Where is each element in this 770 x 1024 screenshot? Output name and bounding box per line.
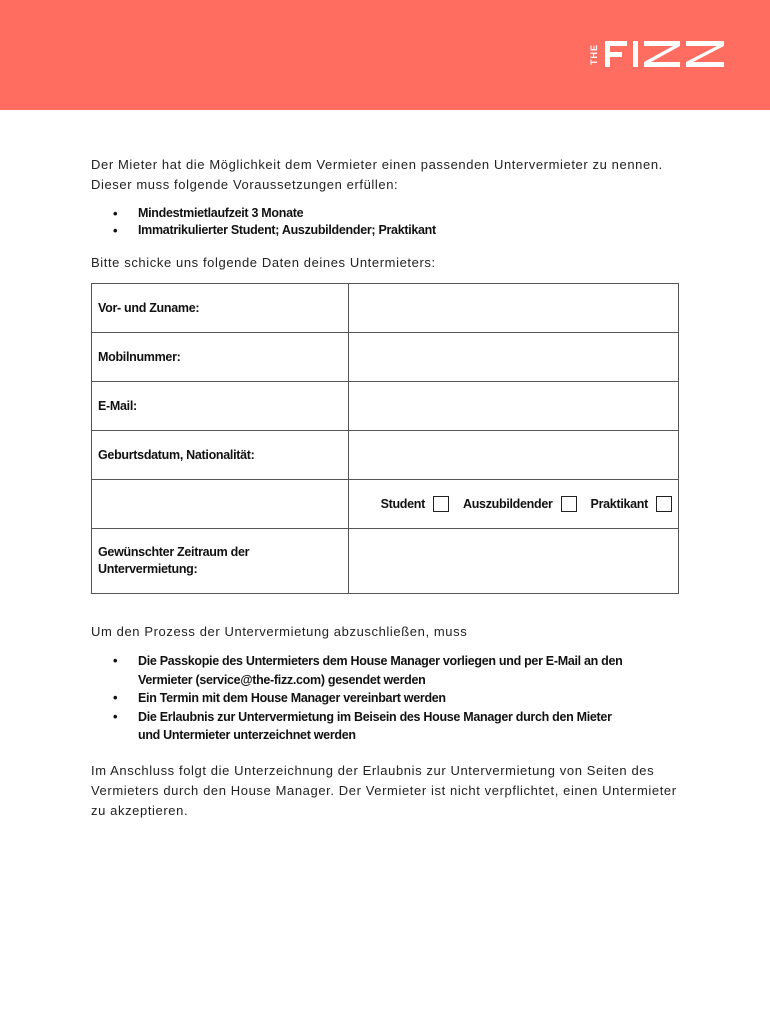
status-options-cell <box>349 480 679 529</box>
option-praktikant <box>591 496 672 512</box>
option-label: Student <box>380 497 425 511</box>
closing-line-2: Vermieters durch den House Manager. Der Vermieter ist nicht verpflichtet, einen Untermieter <box>91 782 677 798</box>
closing-line-1: Im Anschluss folgt die Unterzeichnung der Erlaubnis zur Untervermietung von Seiten des <box>91 762 655 778</box>
name-label: Vor- und Zuname: <box>92 284 349 333</box>
option-label: Praktikant <box>590 497 648 511</box>
mobile-field[interactable] <box>349 333 679 382</box>
tenant-data-form <box>91 283 679 594</box>
period-label-line-1: Gewünschter Zeitraum der <box>98 545 250 559</box>
period-field[interactable] <box>349 529 679 594</box>
step-1-line-2: Vermieter (service@the-fizz.com) gesendet werden <box>138 672 426 687</box>
intro-line-2: Dieser muss folgende Voraussetzungen erfüllen: <box>91 177 399 192</box>
requirements-list <box>91 205 681 239</box>
option-student <box>381 496 449 512</box>
name-field[interactable] <box>349 284 679 333</box>
period-label-line-2: Untervermietung: <box>98 562 198 576</box>
email-field[interactable] <box>349 382 679 431</box>
birth-nationality-label: Geburtsdatum, Nationalität: <box>92 431 349 480</box>
data-request-text: Bitte schicke uns folgende Daten deines Untermieters: <box>91 255 436 270</box>
status-empty-cell <box>92 480 349 529</box>
step-2-line-1: Ein Termin mit dem House Manager vereinbart werden <box>138 691 446 705</box>
process-steps-list <box>91 652 681 745</box>
student-checkbox[interactable] <box>433 496 449 512</box>
period-label <box>92 529 349 594</box>
the-fizz-logo <box>590 34 730 74</box>
list-item <box>91 708 681 745</box>
step-1-line-1: Die Passkopie des Untermieters dem House Manager vorliegen und per E-Mail an den <box>138 654 623 668</box>
step-3-line-2: und Untermieter unterzeichnet werden <box>138 728 356 742</box>
email-label: E-Mail: <box>92 382 349 431</box>
option-auszubildender <box>463 496 577 512</box>
praktikant-checkbox[interactable] <box>656 496 672 512</box>
list-item: • Mindestmietlaufzeit 3 Monate <box>91 205 681 222</box>
list-item <box>91 652 681 689</box>
step-3-line-1: Die Erlaubnis zur Untervermietung im Beisein des House Manager durch den Mieter <box>138 709 612 724</box>
option-label: Auszubildender <box>462 497 553 511</box>
birth-nationality-field[interactable] <box>349 431 679 480</box>
list-item <box>91 689 681 708</box>
intro-line-1: Der Mieter hat die Möglichkeit dem Vermieter einen passenden Untervermieter zu nennen. <box>91 157 663 172</box>
document-body <box>91 155 681 821</box>
header-banner <box>0 0 770 110</box>
auszubildender-checkbox[interactable] <box>561 496 577 512</box>
mobile-label: Mobilnummer: <box>92 333 349 382</box>
logo-the-text: THE <box>589 43 599 65</box>
fizz-wordmark-icon <box>605 37 725 71</box>
closing-line-3: zu akzeptieren. <box>91 802 189 818</box>
process-intro: Um den Prozess der Untervermietung abzuschließen, muss <box>91 624 468 639</box>
list-item: • Immatrikulierter Student; Auszubildender; Praktikant <box>91 222 681 239</box>
